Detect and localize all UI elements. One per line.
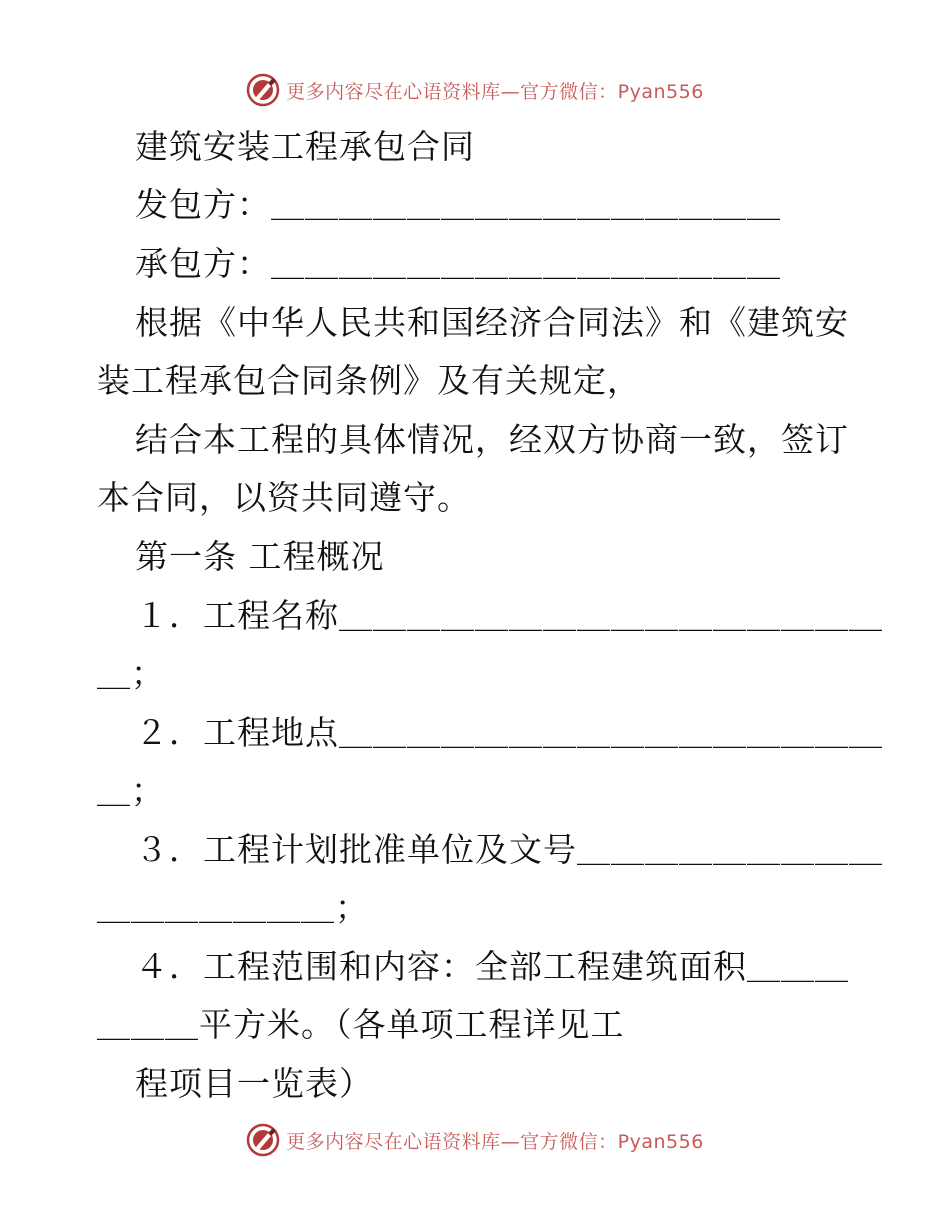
- agreement-paragraph-line-1: 结合本工程的具体情况，经双方协商一致，签订: [135, 420, 849, 459]
- item-1-continuation: ＿；: [97, 654, 165, 693]
- party-a-line: 发包方：＿＿＿＿＿＿＿＿＿＿＿＿＿＿＿: [135, 185, 781, 224]
- party-b-line: 承包方：＿＿＿＿＿＿＿＿＿＿＿＿＿＿＿: [135, 244, 781, 283]
- basis-paragraph-line-1: 根据《中华人民共和国经济合同法》和《建筑安: [135, 303, 849, 342]
- item-4-scope-line-2: ＿＿＿平方米。（各单项工程详见工: [97, 1005, 625, 1044]
- item-3-continuation: ＿＿＿＿＿＿＿；: [97, 888, 369, 927]
- item-3-approval-unit: ３．工程计划批准单位及文号＿＿＿＿＿＿＿＿＿: [135, 830, 883, 869]
- agreement-paragraph-line-2: 本合同，以资共同遵守。: [97, 478, 471, 517]
- watermark-wechat-id: Pyan556: [617, 1130, 704, 1153]
- article-1-heading: 第一条 工程概况: [135, 537, 385, 576]
- footer-watermark-banner: [0, 1120, 950, 1160]
- item-4-scope-line-1: ４．工程范围和内容：全部工程建筑面积＿＿＿: [135, 947, 849, 986]
- basis-paragraph-line-2: 装工程承包合同条例》及有关规定，: [97, 361, 641, 400]
- item-4-scope-line-3: 程项目一览表）: [135, 1064, 373, 1103]
- watermark-text: [286, 77, 704, 104]
- watermark-text-cn: 更多内容尽在心语资料库—官方微信：: [286, 80, 618, 103]
- document-title: 建筑安装工程承包合同: [135, 127, 475, 166]
- watermark-text-cn: 更多内容尽在心语资料库—官方微信：: [286, 1130, 618, 1153]
- item-2-continuation: ＿；: [97, 771, 165, 810]
- header-watermark-banner: [0, 70, 950, 110]
- watermark-wechat-id: Pyan556: [617, 80, 704, 103]
- pen-logo-icon: [246, 73, 280, 107]
- item-2-project-location: ２．工程地点＿＿＿＿＿＿＿＿＿＿＿＿＿＿＿＿: [135, 713, 883, 752]
- pen-logo-icon: [246, 1123, 280, 1157]
- watermark-text: [286, 1127, 704, 1154]
- item-1-project-name: １．工程名称＿＿＿＿＿＿＿＿＿＿＿＿＿＿＿＿: [135, 596, 883, 635]
